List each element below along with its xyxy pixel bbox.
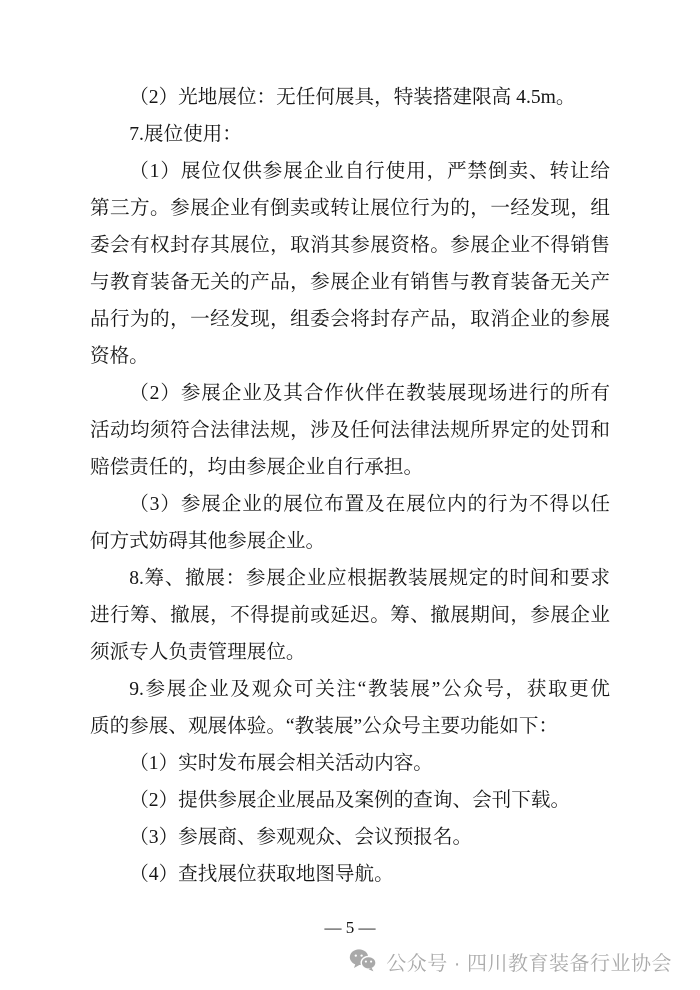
- text-line: 品行为的，一经发现，组委会将封存产品，取消企业的参展: [90, 309, 610, 330]
- text-line: （2）参展企业及其合作伙伴在教装展现场进行的所有: [129, 383, 610, 404]
- text-line: （1）展位仅供参展企业自行使用，严禁倒卖、转让给: [129, 161, 610, 182]
- text-line: 赔偿责任的，均由参展企业自行承担。: [90, 457, 424, 478]
- text-line: （1）实时发布展会相关活动内容。: [129, 753, 433, 774]
- text-line: （3）参展商、参观观众、会议预报名。: [129, 827, 473, 848]
- wechat-watermark: [349, 946, 672, 976]
- text-line: （2）提供参展企业展品及案例的查询、会刊下载。: [129, 790, 571, 811]
- text-line: （4）查找展位获取地图导航。: [129, 864, 394, 885]
- wechat-icon: [349, 948, 377, 974]
- text-line: 与教育装备无关的产品，参展企业有销售与教育装备无关产: [90, 272, 610, 293]
- page-number: — 5 —: [324, 918, 376, 937]
- wechat-account-label: 公众号 · 四川教育装备行业协会: [386, 952, 672, 975]
- text-line: 7.展位使用：: [129, 124, 242, 145]
- text-line: 委会有权封存其展位，取消其参展资格。参展企业不得销售: [90, 235, 610, 256]
- text-line: 资格。: [90, 346, 149, 367]
- text-line: 进行筹、撤展，不得提前或延迟。筹、撤展期间，参展企业: [90, 605, 610, 626]
- text-line: （3）参展企业的展位布置及在展位内的行为不得以任: [129, 494, 610, 515]
- text-line: 活动均须符合法律法规，涉及任何法律法规所界定的处罚和: [90, 420, 610, 441]
- document-body: [90, 79, 610, 893]
- text-line: 须派专人负责管理展位。: [90, 642, 306, 663]
- text-line: 8.筹、撤展：参展企业应根据教装展规定的时间和要求: [129, 568, 610, 589]
- text-line: （2）光地展位：无任何展具，特装搭建限高 4.5m。: [129, 87, 576, 108]
- text-line: 何方式妨碍其他参展企业。: [90, 531, 326, 552]
- text-line: 9.参展企业及观众可关注“教装展”公众号，获取更优: [129, 679, 610, 700]
- text-line: 第三方。参展企业有倒卖或转让展位行为的，一经发现，组: [90, 198, 610, 219]
- text-line: 质的参展、观展体验。“教装展”公众号主要功能如下：: [90, 716, 559, 737]
